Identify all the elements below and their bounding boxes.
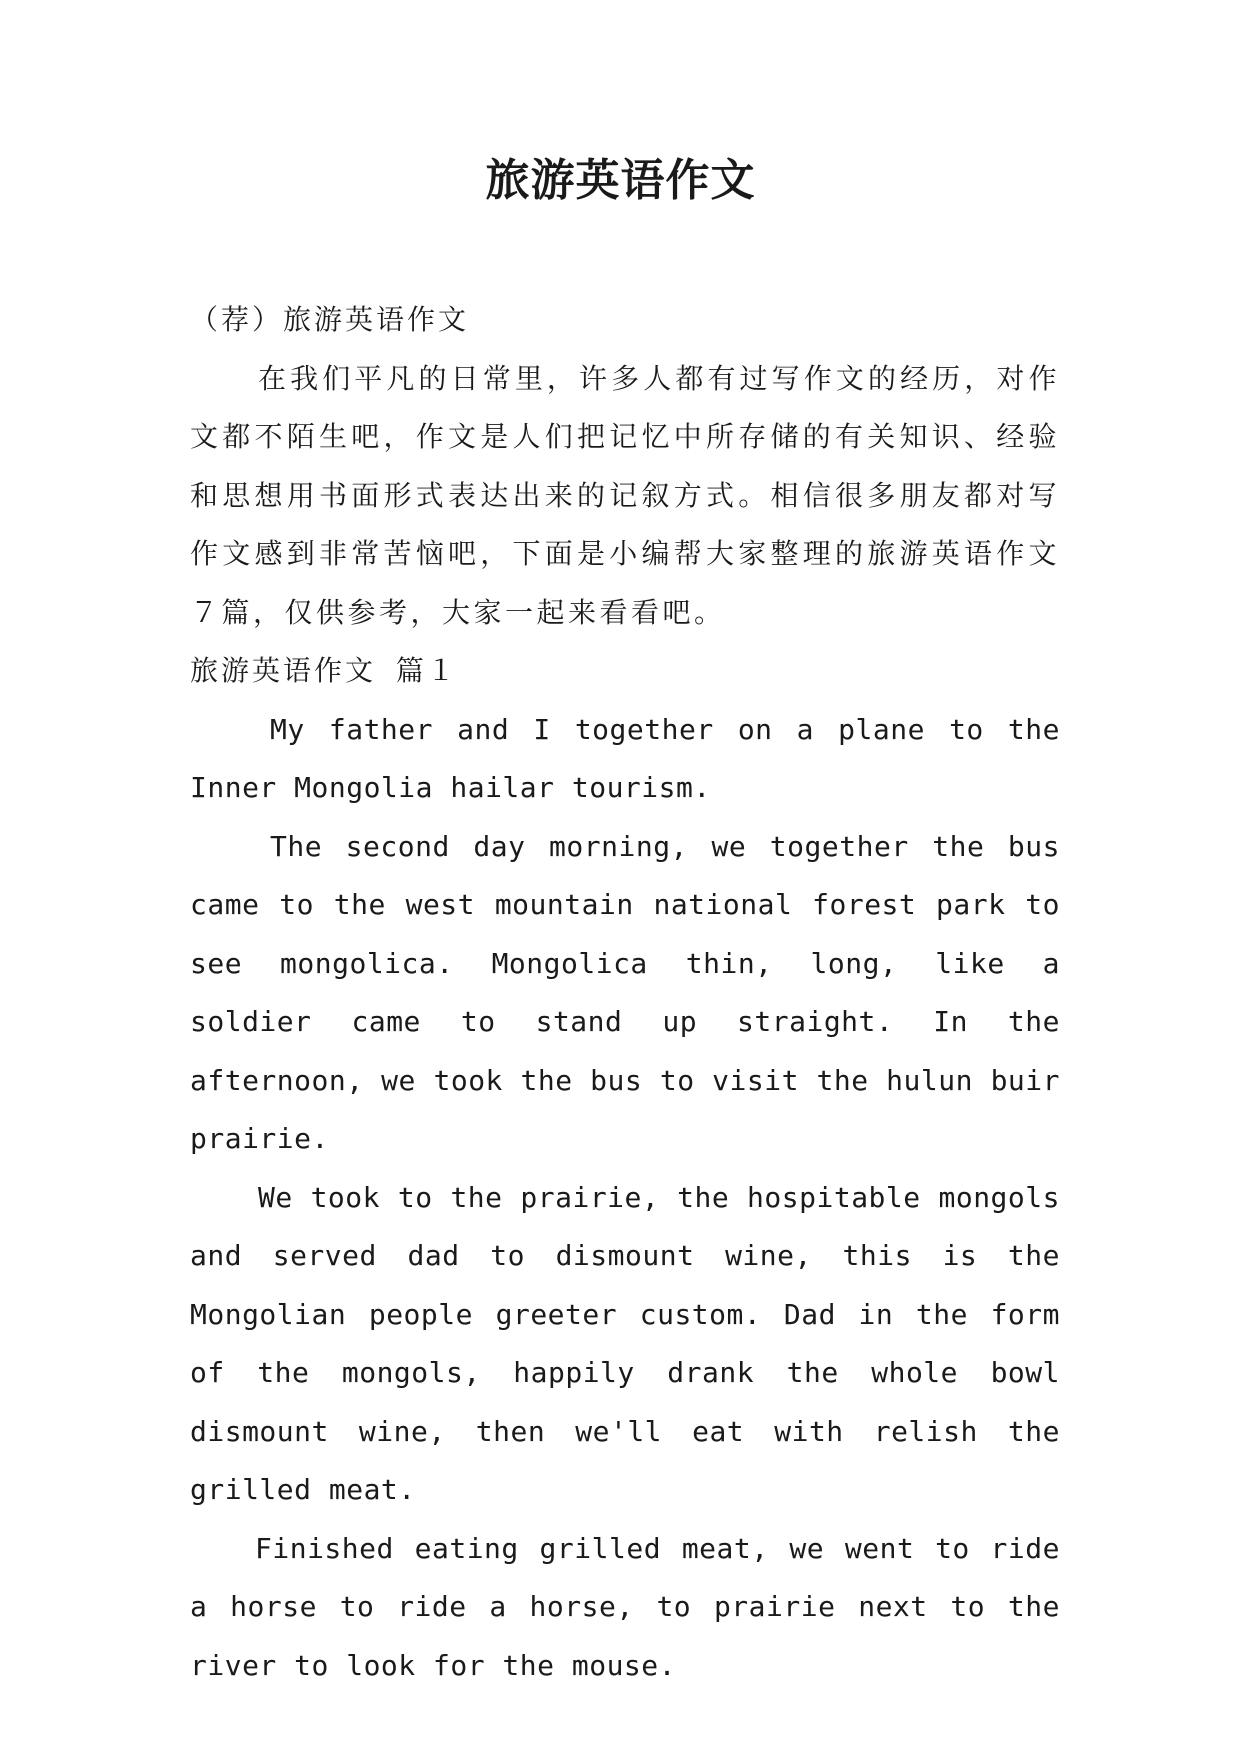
essay-paragraph-1: My father and I together on a plane to the Inner Mongolia hailar tourism. <box>190 712 1060 804</box>
essay-paragraph-3: We took to the prairie, the hospitable mongols and served dad to dismount wine, this is the Mongolian people greeter custom. Dad in the form of the mongols, happily drank the whole bowl dismount wine, then we'll eat with relish the grilled meat. <box>190 1180 1060 1506</box>
document-subtitle: （荐）旅游英语作文 <box>190 303 470 336</box>
document-title: 旅游英语作文 <box>485 155 756 206</box>
document-body <box>190 291 1060 1695</box>
section-heading: 旅游英语作文 篇１ <box>190 654 458 687</box>
essay-paragraph-4: Finished eating grilled meat, we went to ride a horse to ride a horse, to prairie next to the river to look for the mouse. <box>190 1531 1060 1682</box>
essay-paragraph-2: The second day morning, we together the bus came to the west mountain national forest park to see mongolica. Mongolica thin, long, like a soldier came to stand up straight. In the afternoon, we took the bus to visit the hulun buir prairie. <box>190 829 1060 1155</box>
intro-paragraph: 在我们平凡的日常里，许多人都有过写作文的经历，对作文都不陌生吧，作文是人们把记忆中所存储的有关知识、经验和思想用书面形式表达出来的记叙方式。相信很多朋友都对写作文感到非常苦恼吧，下面是小编帮大家整理的旅游英语作文７篇，仅供参考，大家一起来看看吧。 <box>190 361 1060 629</box>
